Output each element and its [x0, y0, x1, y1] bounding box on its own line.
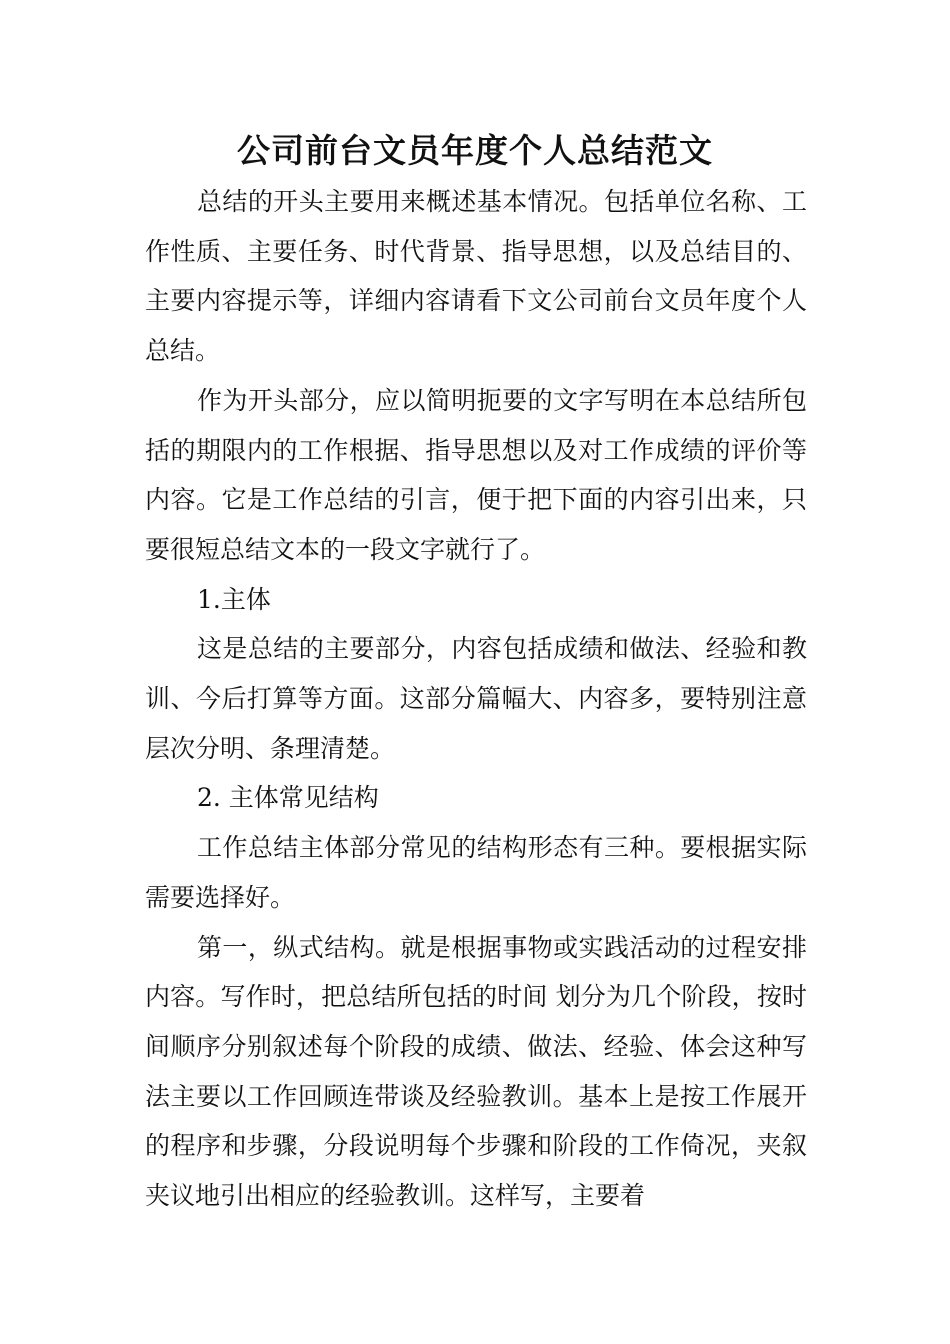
paragraph-intro: 总结的开头主要用来概述基本情况。包括单位名称、工作性质、主要任务、时代背景、指导思想，以及总结目的、主要内容提示等，详细内容请看下文公司前台文员年度个人总结。 [145, 187, 807, 366]
paragraph-body-main: 这是总结的主要部分，内容包括成绩和做法、经验和教训、今后打算等方面。这部分篇幅大、内容多，要特别注意层次分明、条理清楚。 [145, 634, 807, 763]
document-body [145, 177, 807, 1221]
section-heading-body: 1.主体 [197, 584, 271, 614]
section-heading-structure: 2. 主体常见结构 [197, 783, 379, 813]
paragraph-vertical-structure: 第一，纵式结构。就是根据事物或实践活动的过程安排内容。写作时，把总结所包括的时间 划分为几个阶段，按时间顺序分别叙述每个阶段的成绩、做法、经验、体会这种写法主要以工作回顾连带谈及经验教训。基本上是按工作展开的程序和步骤，分段说明每个步骤和阶段的工作倚况，夹叙夹议地引出相应的经验教训。这样写，主要着 [145, 932, 807, 1211]
paragraph-opening: 作为开头部分，应以简明扼要的文字写明在本总结所包括的期限内的工作根据、指导思想以及对工作成绩的评价等内容。它是工作总结的引言，便于把下面的内容引出来，只要很短总结文本的一段文字就行了。 [145, 385, 807, 564]
paragraph-structure-types: 工作总结主体部分常见的结构形态有三种。要根据实际需要选择好。 [145, 833, 807, 912]
document-title: 公司前台文员年度个人总结范文 [237, 131, 713, 170]
